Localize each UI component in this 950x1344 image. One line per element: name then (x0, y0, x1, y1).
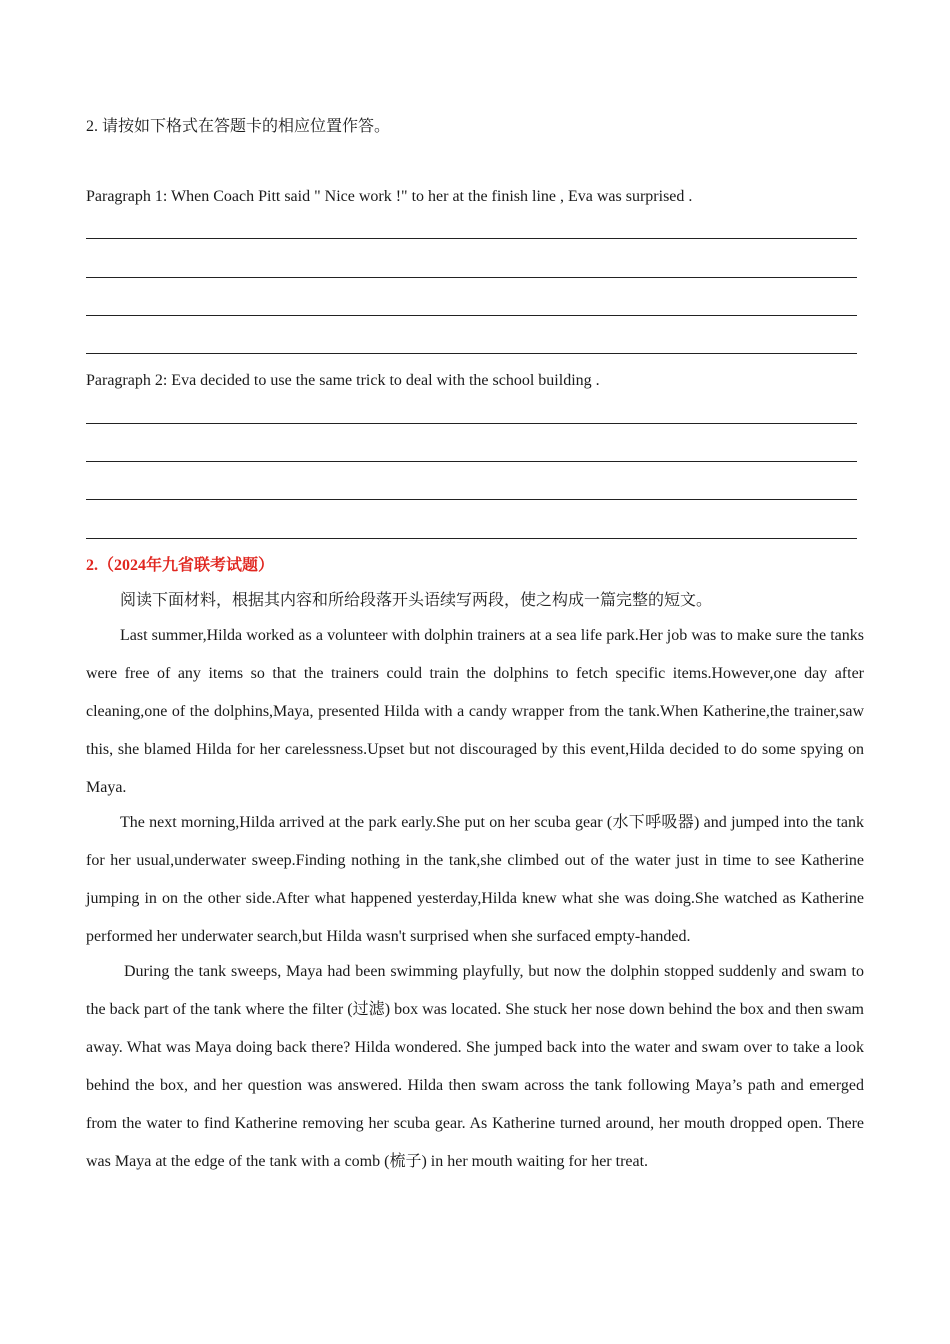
story-paragraph-3: During the tank sweeps, Maya had been swimming playfully, but now the dolphin stopped suddenly and swam to the back part of the tank where the filter (过滤) box was located. She stuck her nose down behind the box and then swam away. What was Maya doing back there? Hilda wondered. She jumped back into the water and swam over to take a look behind the box, and her question was answered. Hilda then swam across the tank following Maya’s path and emerged from the water to find Katherine removing her scuba gear. As Katherine turned around, her mouth dropped open. There was Maya at the edge of the tank with a comb (梳子) in her mouth waiting for her treat. (86, 963, 864, 1170)
answer-line (86, 353, 857, 354)
paragraph1-prompt: Paragraph 1: When Coach Pitt said " Nice work !" to her at the finish line , Eva was surprised . (86, 188, 693, 205)
answer-line (86, 238, 857, 239)
task-instruction: 阅读下面材料，根据其内容和所给段落开头语续写两段，使之构成一篇完整的短文。 (120, 592, 713, 609)
answer-line (86, 277, 857, 278)
answer-line (86, 423, 857, 424)
answer-line (86, 538, 857, 539)
story-paragraph-2: The next morning,Hilda arrived at the park early.She put on her scuba gear (水下呼吸器) and jumped into the tank for her usual,underwater sweep.Finding nothing in the tank,she climbed out of the water just in time to see Katherine jumping in on the other side.After what happened yesterday,Hilda knew what she was doing.She watched as Katherine performed her underwater search,but Hilda wasn't surprised when she surfaced empty-handed. (86, 814, 864, 945)
paragraph2-prompt: Paragraph 2: Eva decided to use the same trick to deal with the school building . (86, 372, 600, 389)
answer-line (86, 499, 857, 500)
section-heading: 2.（2024年九省联考试题） (86, 557, 275, 574)
story-paragraph-1: Last summer,Hilda worked as a volunteer with dolphin trainers at a sea life park.Her job was to make sure the tanks were free of any items so that the trainers could train the dolphins to fetch specific items.However,one day after cleaning,one of the dolphins,Maya, presented Hilda with a candy wrapper from the tank.When Katherine,the trainer,saw this, she blamed Hilda for her carelessness.Upset but not discouraged by this event,Hilda decided to do some spying on Maya. (86, 627, 864, 796)
instruction-text: 2. 请按如下格式在答题卡的相应位置作答。 (86, 118, 391, 135)
answer-line (86, 461, 857, 462)
answer-line (86, 315, 857, 316)
